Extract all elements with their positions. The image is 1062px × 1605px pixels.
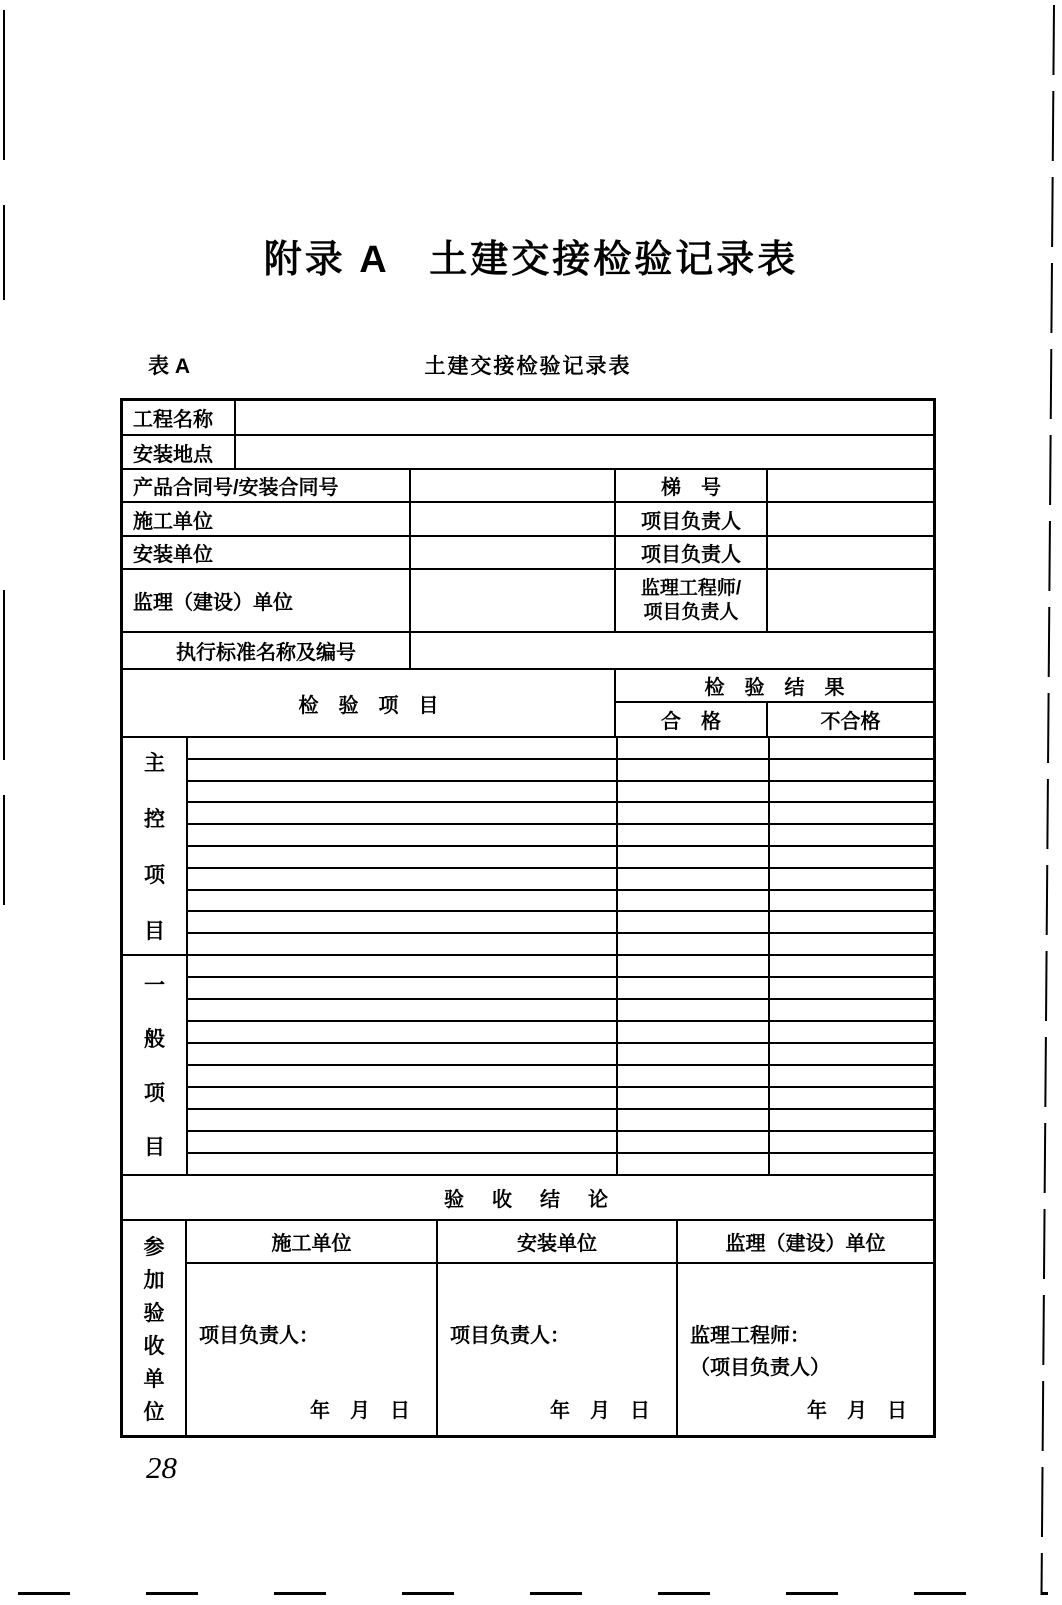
main-section-label [123,738,188,954]
inspection-grid-row [188,956,933,978]
supervision-engineer-line1: 监理工程师/ [640,577,742,599]
general-label-char: 目 [144,1136,165,1159]
inspection-grid-row [188,912,933,934]
inspection-grid-row [188,978,933,1000]
construction-unit-value [411,503,616,535]
row-construction-unit [123,503,933,537]
standard-label: 执行标准名称及编号 [123,633,411,668]
participants-label-char: 位 [143,1400,165,1424]
pass-header: 合 格 [616,703,768,736]
construction-leader-label: 项目负责人 [616,503,768,535]
participant-signature-area [438,1264,676,1435]
row-install-location [123,436,933,470]
inspection-grid-row [188,1044,933,1066]
main-label-char: 控 [144,808,165,831]
project-name-label: 工程名称 [123,401,236,434]
scan-artifact-bottom-dashes [18,1592,1048,1595]
section-general-items [123,956,933,1176]
inspection-result-header-group [616,670,933,736]
table-label: 表 A [148,355,190,378]
grid-divider-fail [768,956,770,1174]
row-contract-no [123,470,933,503]
inspection-grid-row [188,738,933,760]
inspection-grid-row [188,782,933,804]
supervision-engineer-value [768,570,933,631]
inspection-grid-row [188,1000,933,1022]
inspection-grid-row [188,760,933,782]
participant-signature-area [187,1264,436,1435]
participant-date-label: 年 月 日 [807,1400,907,1422]
inspection-grid-row [188,1022,933,1044]
participant-role-label: 监理工程师： [690,1325,810,1347]
participant-col-construction [187,1221,438,1435]
participant-role-label: 项目负责人： [199,1325,319,1347]
table-caption: 土建交接检验记录表 [424,355,632,378]
construction-unit-label: 施工单位 [123,503,411,535]
inspection-grid-row [188,847,933,869]
install-leader-label: 项目负责人 [616,537,768,568]
install-location-label: 安装地点 [123,436,236,468]
participant-header: 安装单位 [438,1221,676,1264]
grid-divider-pass [616,738,618,954]
participant-date-label: 年 月 日 [550,1400,650,1422]
supervision-engineer-line2: 项目负责人 [643,601,739,623]
participant-role-note: （项目负责人） [690,1357,830,1379]
inspection-result-subheaders [616,703,933,736]
participant-date-label: 年 月 日 [310,1400,410,1422]
row-supervision-unit [123,570,933,633]
construction-leader-value [768,503,933,535]
general-label-char: 一 [144,974,165,997]
row-install-unit [123,537,933,570]
inspection-grid-row [188,934,933,954]
main-items-grid [188,738,933,954]
inspection-grid-row [188,1110,933,1132]
participants-label-char: 单 [143,1367,165,1391]
elevator-no-value [768,470,933,501]
participant-header: 施工单位 [187,1221,436,1264]
inspection-grid-row [188,1066,933,1088]
inspection-grid-row [188,891,933,913]
install-unit-value [411,537,616,568]
conclusion-row: 验 收 结 论 [123,1176,933,1221]
row-project-name [123,401,933,436]
inspection-item-header: 检 验 项 目 [123,670,616,736]
contract-label: 产品合同号/安装合同号 [123,470,411,501]
inspection-grid-row [188,1088,933,1110]
participants-label [123,1221,187,1435]
general-label-char: 般 [144,1028,165,1051]
participant-col-supervision [678,1221,933,1435]
row-standard [123,633,933,670]
section-participants [123,1221,933,1435]
install-location-value [236,436,933,468]
scan-artifact-left-line [3,10,5,160]
inspection-grid-row [188,1154,933,1174]
install-leader-value [768,537,933,568]
section-main-control-items [123,738,933,956]
install-unit-label: 安装单位 [123,537,411,568]
general-label-char: 项 [144,1082,165,1105]
general-items-grid [188,956,933,1174]
supervision-unit-value [411,570,616,631]
project-name-value [236,401,933,434]
participants-label-char: 参 [143,1235,165,1259]
participants-label-char: 验 [143,1301,165,1325]
inspection-grid-row [188,803,933,825]
scan-artifact-left-line [3,590,5,760]
record-table [120,398,936,1438]
row-inspection-header [123,670,933,738]
supervision-unit-label: 监理（建设）单位 [123,570,411,631]
page-title: 附录 A 土建交接检验记录表 [263,239,799,281]
main-label-char: 目 [144,920,165,943]
general-section-label [123,956,188,1174]
participant-signature-area [678,1264,933,1435]
scan-artifact-left-line [3,795,5,905]
grid-divider-fail [768,738,770,954]
participants-label-char: 加 [143,1268,165,1292]
standard-value [411,633,933,668]
main-label-char: 项 [144,864,165,887]
inspection-grid-row [188,1132,933,1154]
fail-header: 不合格 [820,711,881,733]
participant-header: 监理（建设）单位 [678,1221,933,1264]
participants-label-char: 收 [143,1334,165,1358]
supervision-engineer-label [616,570,768,631]
contract-value [411,470,616,501]
grid-divider-pass [616,956,618,1174]
inspection-grid-row [188,869,933,891]
participant-role-label: 项目负责人： [450,1325,570,1347]
main-label-char: 主 [144,752,165,775]
inspection-result-header: 检 验 结 果 [616,670,933,703]
inspection-grid-row [188,825,933,847]
participant-col-install [438,1221,678,1435]
page-number: 28 [146,1450,177,1485]
elevator-no-label: 梯 号 [616,470,768,501]
